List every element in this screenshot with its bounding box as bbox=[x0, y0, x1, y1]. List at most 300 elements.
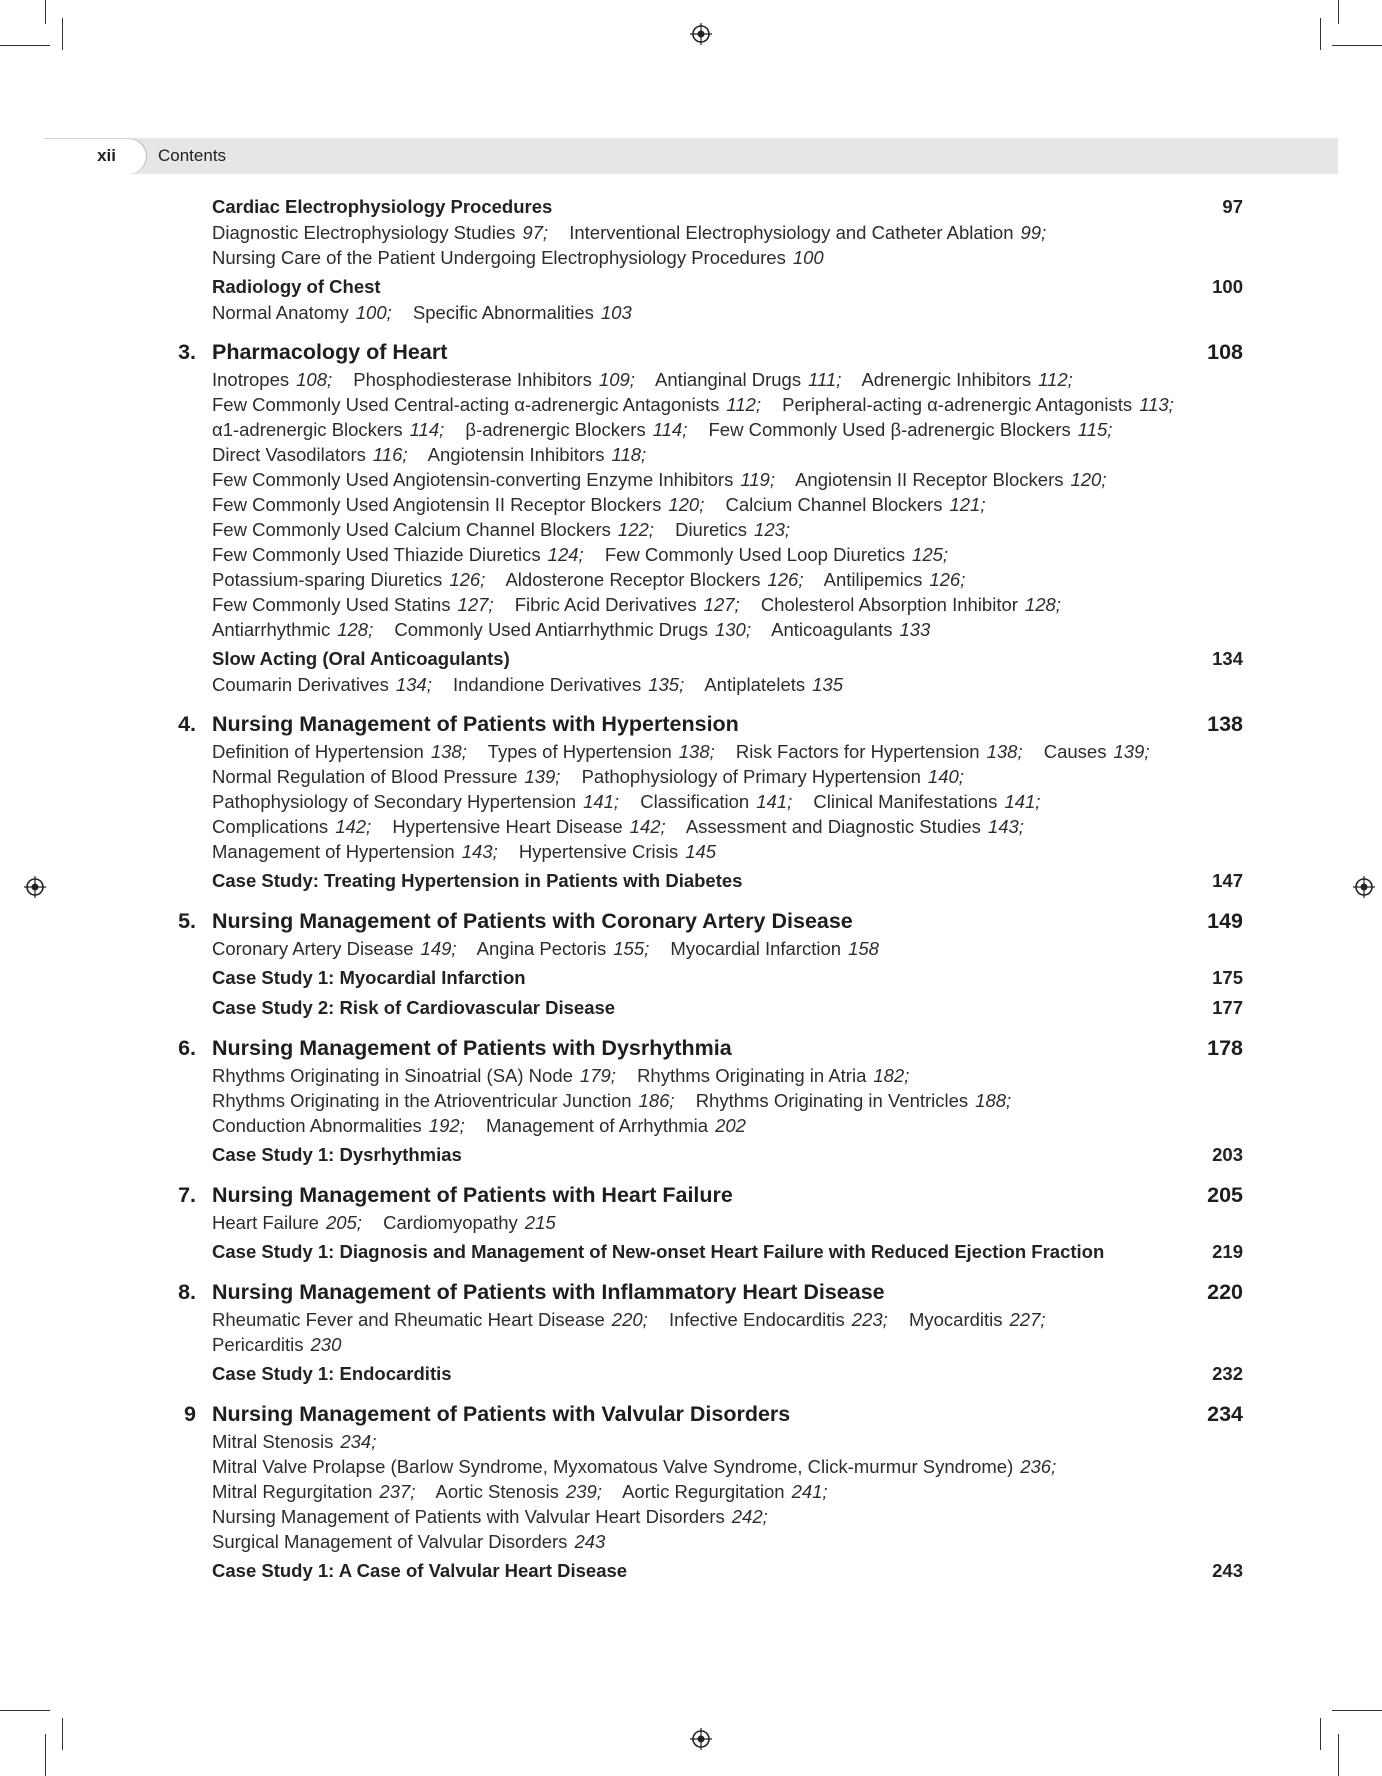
subtopic-title: Heart Failure bbox=[212, 1212, 319, 1233]
subtopic-entry bbox=[519, 841, 716, 862]
section-heading bbox=[160, 965, 1250, 991]
subtopic-title: Mitral Regurgitation bbox=[212, 1481, 373, 1502]
subtopic-page: 230 bbox=[310, 1334, 342, 1355]
subtopic-entry bbox=[655, 369, 841, 390]
subtopic-entry bbox=[622, 1481, 828, 1502]
chapter-page-number: 234 bbox=[1207, 1402, 1243, 1426]
subtopic-entry bbox=[212, 674, 432, 695]
crop-mark bbox=[0, 45, 50, 46]
subtopic-list bbox=[160, 1307, 1250, 1357]
subtopic-page: 97; bbox=[522, 222, 549, 243]
subtopic-title: Nursing Management of Patients with Valvular Heart Disorders bbox=[212, 1506, 725, 1527]
subtopic-entry bbox=[696, 1090, 1012, 1111]
section-page-number: 134 bbox=[1212, 648, 1243, 669]
subtopic-list bbox=[160, 672, 1250, 697]
subtopic-title: Direct Vasodilators bbox=[212, 444, 366, 465]
section-title: Case Study 1: Myocardial Infarction bbox=[212, 967, 526, 988]
subtopic-list bbox=[160, 1063, 1250, 1138]
subtopic-title: Antiplatelets bbox=[704, 674, 806, 695]
subtopic-title: Coronary Artery Disease bbox=[212, 938, 414, 959]
toc-section bbox=[160, 1558, 1250, 1584]
subtopic-entry bbox=[212, 569, 485, 590]
subtopic-title: Aortic Stenosis bbox=[435, 1481, 559, 1502]
subtopic-page: 192; bbox=[428, 1115, 465, 1136]
toc-section bbox=[160, 194, 1250, 270]
subtopic-title: Few Commonly Used Statins bbox=[212, 594, 451, 615]
subtopic-page: 138; bbox=[986, 741, 1023, 762]
section-title: Case Study 1: Dysrhythmias bbox=[212, 1144, 462, 1165]
subtopic-list bbox=[160, 1210, 1250, 1235]
subtopic-title: Aortic Regurgitation bbox=[622, 1481, 785, 1502]
subtopic-page: 186; bbox=[638, 1090, 675, 1111]
subtopic-page: 115; bbox=[1077, 419, 1113, 440]
subtopic-entry bbox=[212, 1090, 675, 1111]
subtopic-entry bbox=[486, 1115, 746, 1136]
crop-mark bbox=[62, 18, 63, 50]
chapter-heading bbox=[160, 1180, 1250, 1210]
chapter-heading bbox=[160, 906, 1250, 936]
subtopic-title: Rheumatic Fever and Rheumatic Heart Disease bbox=[212, 1309, 605, 1330]
section-page-number: 97 bbox=[1222, 196, 1243, 217]
section-title: Cardiac Electrophysiology Procedures bbox=[212, 196, 553, 217]
subtopic-entry bbox=[704, 674, 843, 695]
subtopic-title: Risk Factors for Hypertension bbox=[735, 741, 980, 762]
registration-mark-icon bbox=[690, 1728, 712, 1750]
subtopic-page: 143; bbox=[987, 816, 1024, 837]
subtopic-entry bbox=[212, 1481, 415, 1502]
crop-mark bbox=[1320, 18, 1321, 50]
subtopic-entry bbox=[795, 469, 1106, 490]
subtopic-entry bbox=[212, 1212, 362, 1233]
chapter-title: Nursing Management of Patients with Inflammatory Heart Disease bbox=[212, 1280, 885, 1304]
subtopic-page: 155; bbox=[613, 938, 650, 959]
subtopic-page: 108; bbox=[296, 369, 333, 390]
chapter-number: 6. bbox=[178, 1036, 196, 1060]
toc-chapter bbox=[160, 1180, 1250, 1235]
subtopic-page: 120; bbox=[668, 494, 705, 515]
subtopic-title: Rhythms Originating in Ventricles bbox=[695, 1090, 969, 1111]
subtopic-title: Rhythms Originating in Atria bbox=[637, 1065, 867, 1086]
subtopic-page: 121; bbox=[949, 494, 986, 515]
subtopic-entry bbox=[212, 1506, 768, 1527]
subtopic-page: 124; bbox=[547, 544, 584, 565]
subtopic-title: Diagnostic Electrophysiology Studies bbox=[212, 222, 516, 243]
subtopic-title: Peripheral-acting α-adrenergic Antagonists bbox=[782, 394, 1133, 415]
subtopic-page: 125; bbox=[912, 544, 949, 565]
subtopic-page: 220; bbox=[611, 1309, 648, 1330]
subtopic-page: 205; bbox=[325, 1212, 362, 1233]
chapter-title: Nursing Management of Patients with Coronary Artery Disease bbox=[212, 909, 853, 933]
subtopic-page: 179; bbox=[579, 1065, 616, 1086]
subtopic-entry bbox=[709, 419, 1113, 440]
toc-section bbox=[160, 965, 1250, 991]
subtopic-entry bbox=[488, 741, 715, 762]
subtopic-page: 143; bbox=[461, 841, 498, 862]
subtopic-title: Cholesterol Absorption Inhibitor bbox=[760, 594, 1018, 615]
subtopic-entry bbox=[212, 1309, 648, 1330]
chapter-title: Nursing Management of Patients with Dysrhythmia bbox=[212, 1036, 732, 1060]
subtopic-page: 141; bbox=[583, 791, 620, 812]
subtopic-entry bbox=[212, 594, 494, 615]
subtopic-title: Few Commonly Used Angiotensin-converting Enzyme Inhibitors bbox=[212, 469, 734, 490]
subtopic-page: 109; bbox=[598, 369, 635, 390]
subtopic-title: Few Commonly Used Loop Diuretics bbox=[604, 544, 906, 565]
subtopic-title: Surgical Management of Valvular Disorders bbox=[212, 1531, 568, 1552]
crop-mark bbox=[1320, 1718, 1321, 1750]
crop-mark bbox=[1332, 45, 1382, 46]
chapter-heading bbox=[160, 1033, 1250, 1063]
subtopic-page: 139; bbox=[1113, 741, 1150, 762]
subtopic-entry bbox=[212, 444, 408, 465]
subtopic-page: 139; bbox=[524, 766, 561, 787]
subtopic-title: Angiotensin II Receptor Blockers bbox=[795, 469, 1064, 490]
subtopic-title: Few Commonly Used Angiotensin II Receptor Blockers bbox=[212, 494, 662, 515]
subtopic-page: 100; bbox=[355, 302, 392, 323]
subtopic-page: 119; bbox=[740, 469, 775, 490]
subtopic-entry bbox=[761, 594, 1061, 615]
subtopic-page: 241; bbox=[791, 1481, 828, 1502]
subtopic-entry bbox=[212, 1334, 341, 1355]
chapter-page-number: 178 bbox=[1207, 1036, 1243, 1060]
section-heading bbox=[160, 1239, 1250, 1265]
subtopic-page: 128; bbox=[337, 619, 374, 640]
subtopic-page: 141; bbox=[1004, 791, 1041, 812]
subtopic-entry bbox=[212, 1431, 376, 1452]
subtopic-title: Calcium Channel Blockers bbox=[725, 494, 943, 515]
subtopic-entry bbox=[726, 494, 986, 515]
subtopic-entry bbox=[212, 519, 654, 540]
subtopic-title: Few Commonly Used Central-acting α-adrenergic Antagonists bbox=[212, 394, 720, 415]
subtopic-title: Interventional Electrophysiology and Catheter Ablation bbox=[569, 222, 1014, 243]
subtopic-entry bbox=[1044, 741, 1150, 762]
subtopic-title: Pathophysiology of Secondary Hypertension bbox=[212, 791, 577, 812]
subtopic-page: 140; bbox=[927, 766, 964, 787]
crop-mark bbox=[62, 1718, 63, 1750]
subtopic-page: 239; bbox=[565, 1481, 602, 1502]
subtopic-entry bbox=[909, 1309, 1046, 1330]
subtopic-list bbox=[160, 220, 1250, 270]
subtopic-entry bbox=[212, 394, 761, 415]
subtopic-title: β-adrenergic Blockers bbox=[465, 419, 646, 440]
subtopic-title: Pathophysiology of Primary Hypertension bbox=[581, 766, 921, 787]
section-title: Case Study 1: A Case of Valvular Heart Disease bbox=[212, 1560, 628, 1581]
chapter-heading bbox=[160, 337, 1250, 367]
subtopic-entry bbox=[212, 619, 373, 640]
subtopic-entry bbox=[212, 1531, 605, 1552]
toc-chapter bbox=[160, 709, 1250, 864]
toc-chapter bbox=[160, 906, 1250, 961]
subtopic-page: 126; bbox=[449, 569, 486, 590]
subtopic-page: 223; bbox=[851, 1309, 888, 1330]
subtopic-title: Hypertensive Heart Disease bbox=[392, 816, 623, 837]
section-page-number: 232 bbox=[1212, 1363, 1243, 1384]
subtopic-page: 130; bbox=[714, 619, 751, 640]
subtopic-title: Antianginal Drugs bbox=[655, 369, 802, 390]
subtopic-entry bbox=[824, 569, 966, 590]
subtopic-page: 114; bbox=[409, 419, 445, 440]
chapter-title: Nursing Management of Patients with Valvular Disorders bbox=[212, 1402, 791, 1426]
toc-chapter bbox=[160, 1277, 1250, 1357]
subtopic-page: 243 bbox=[574, 1531, 606, 1552]
subtopic-title: Inotropes bbox=[212, 369, 290, 390]
chapter-number: 5. bbox=[178, 909, 196, 933]
subtopic-page: 202 bbox=[715, 1115, 746, 1136]
subtopic-page: 118; bbox=[611, 444, 647, 465]
subtopic-page: 112; bbox=[726, 394, 761, 415]
toc-chapter bbox=[160, 1399, 1250, 1554]
subtopic-page: 188; bbox=[975, 1090, 1012, 1111]
subtopic-title: Clinical Manifestations bbox=[813, 791, 998, 812]
subtopic-page: 123; bbox=[754, 519, 791, 540]
subtopic-page: 138; bbox=[430, 741, 467, 762]
subtopic-entry bbox=[436, 1481, 602, 1502]
subtopic-entry bbox=[428, 444, 647, 465]
subtopic-title: Rhythms Originating in the Atrioventricular Junction bbox=[212, 1090, 632, 1111]
subtopic-entry bbox=[212, 938, 457, 959]
subtopic-entry bbox=[582, 766, 964, 787]
subtopic-title: Types of Hypertension bbox=[487, 741, 672, 762]
chapter-heading bbox=[160, 709, 1250, 739]
subtopic-list bbox=[160, 1429, 1250, 1554]
subtopic-title: Causes bbox=[1043, 741, 1107, 762]
subtopic-title: Angiotensin Inhibitors bbox=[427, 444, 605, 465]
subtopic-page: 111; bbox=[808, 369, 842, 390]
subtopic-entry bbox=[212, 1065, 616, 1086]
page-number: xii bbox=[97, 146, 116, 165]
section-page-number: 147 bbox=[1212, 870, 1243, 891]
subtopic-entry bbox=[515, 594, 740, 615]
subtopic-page: 133 bbox=[899, 619, 931, 640]
subtopic-title: Diuretics bbox=[675, 519, 748, 540]
subtopic-entry bbox=[861, 369, 1072, 390]
chapter-heading bbox=[160, 1399, 1250, 1429]
toc-section bbox=[160, 1142, 1250, 1168]
subtopic-title: α1-adrenergic Blockers bbox=[212, 419, 403, 440]
subtopic-title: Potassium-sparing Diuretics bbox=[212, 569, 443, 590]
subtopic-title: Management of Hypertension bbox=[212, 841, 455, 862]
chapter-page-number: 205 bbox=[1207, 1183, 1243, 1207]
subtopic-title: Myocardial Infarction bbox=[670, 938, 842, 959]
subtopic-title: Hypertensive Crisis bbox=[518, 841, 679, 862]
crop-mark bbox=[1332, 1710, 1382, 1711]
subtopic-title: Infective Endocarditis bbox=[668, 1309, 845, 1330]
subtopic-entry bbox=[669, 1309, 888, 1330]
chapter-number: 4. bbox=[178, 712, 196, 736]
toc-section bbox=[160, 995, 1250, 1021]
section-heading bbox=[160, 1361, 1250, 1387]
subtopic-page: 236; bbox=[1020, 1456, 1057, 1477]
subtopic-page: 182; bbox=[873, 1065, 910, 1086]
registration-mark-icon bbox=[1353, 876, 1375, 898]
subtopic-entry bbox=[453, 674, 684, 695]
chapter-number: 8. bbox=[178, 1280, 196, 1304]
subtopic-entry bbox=[465, 419, 687, 440]
subtopic-title: Mitral Stenosis bbox=[212, 1431, 334, 1452]
subtopic-entry bbox=[640, 791, 792, 812]
crop-mark bbox=[45, 0, 46, 24]
section-title: Slow Acting (Oral Anticoagulants) bbox=[212, 648, 510, 669]
chapter-number: 7. bbox=[178, 1183, 196, 1207]
subtopic-list bbox=[160, 367, 1250, 642]
subtopic-page: 100 bbox=[792, 247, 824, 268]
subtopic-title: Cardiomyopathy bbox=[383, 1212, 518, 1233]
subtopic-entry bbox=[675, 519, 790, 540]
subtopic-entry bbox=[637, 1065, 909, 1086]
subtopic-page: 158 bbox=[848, 938, 879, 959]
subtopic-list bbox=[160, 300, 1250, 325]
subtopic-entry bbox=[782, 394, 1174, 415]
section-heading bbox=[160, 1142, 1250, 1168]
chapter-number: 3. bbox=[178, 340, 196, 364]
subtopic-entry bbox=[212, 766, 560, 787]
subtopic-title: Specific Abnormalities bbox=[412, 302, 594, 323]
subtopic-entry bbox=[670, 938, 879, 959]
crop-mark bbox=[45, 1734, 46, 1776]
subtopic-entry bbox=[212, 791, 619, 812]
registration-mark-icon bbox=[690, 23, 712, 45]
subtopic-title: Normal Regulation of Blood Pressure bbox=[212, 766, 518, 787]
subtopic-page: 126; bbox=[929, 569, 966, 590]
subtopic-page: 242; bbox=[731, 1506, 768, 1527]
subtopic-page: 127; bbox=[457, 594, 494, 615]
subtopic-entry bbox=[212, 1115, 465, 1136]
subtopic-title: Pericarditis bbox=[212, 1334, 304, 1355]
subtopic-page: 120; bbox=[1070, 469, 1107, 490]
subtopic-title: Few Commonly Used β-adrenergic Blockers bbox=[708, 419, 1071, 440]
subtopic-page: 126; bbox=[767, 569, 804, 590]
chapter-title: Pharmacology of Heart bbox=[212, 340, 448, 364]
subtopic-title: Classification bbox=[640, 791, 750, 812]
subtopic-title: Anticoagulants bbox=[771, 619, 893, 640]
section-title: Case Study 2: Risk of Cardiovascular Disease bbox=[212, 997, 616, 1018]
section-title: Case Study 1: Endocarditis bbox=[212, 1363, 452, 1384]
subtopic-title: Complications bbox=[212, 816, 329, 837]
subtopic-entry bbox=[505, 569, 803, 590]
section-title: Radiology of Chest bbox=[212, 276, 381, 297]
subtopic-title: Rhythms Originating in Sinoatrial (SA) Node bbox=[212, 1065, 573, 1086]
chapter-title: Nursing Management of Patients with Hypertension bbox=[212, 712, 739, 736]
table-of-contents bbox=[160, 190, 1250, 1584]
subtopic-page: 122; bbox=[617, 519, 654, 540]
chapter-page-number: 220 bbox=[1207, 1280, 1243, 1304]
subtopic-entry bbox=[212, 1456, 1056, 1477]
toc-section bbox=[160, 1361, 1250, 1387]
running-header bbox=[44, 138, 1338, 174]
subtopic-page: 141; bbox=[756, 791, 793, 812]
subtopic-entry bbox=[392, 816, 665, 837]
section-heading bbox=[160, 868, 1250, 894]
section-page-number: 175 bbox=[1212, 967, 1243, 988]
subtopic-page: 145 bbox=[685, 841, 717, 862]
crop-mark bbox=[1338, 0, 1339, 24]
subtopic-title: Few Commonly Used Calcium Channel Blockers bbox=[212, 519, 611, 540]
subtopic-title: Nursing Care of the Patient Undergoing Electrophysiology Procedures bbox=[212, 247, 786, 268]
chapter-number: 9 bbox=[184, 1402, 196, 1426]
section-page-number: 177 bbox=[1212, 997, 1243, 1018]
section-title: Case Study: Treating Hypertension in Patients with Diabetes bbox=[212, 870, 743, 891]
section-heading bbox=[160, 995, 1250, 1021]
subtopic-page: 215 bbox=[524, 1212, 556, 1233]
section-title: Case Study 1: Diagnosis and Management of New-onset Heart Failure with Reduced Ejection Fraction bbox=[212, 1241, 1105, 1262]
chapter-page-number: 149 bbox=[1207, 909, 1243, 933]
subtopic-entry bbox=[353, 369, 635, 390]
chapter-page-number: 138 bbox=[1207, 712, 1243, 736]
subtopic-entry bbox=[212, 816, 371, 837]
toc-section bbox=[160, 274, 1250, 325]
subtopic-title: Myocarditis bbox=[908, 1309, 1003, 1330]
subtopic-title: Management of Arrhythmia bbox=[485, 1115, 709, 1136]
subtopic-title: Indandione Derivatives bbox=[453, 674, 642, 695]
subtopic-title: Antilipemics bbox=[823, 569, 923, 590]
subtopic-entry bbox=[477, 938, 650, 959]
subtopic-title: Assessment and Diagnostic Studies bbox=[685, 816, 981, 837]
subtopic-page: 99; bbox=[1020, 222, 1047, 243]
crop-mark bbox=[1338, 1734, 1339, 1776]
subtopic-title: Aldosterone Receptor Blockers bbox=[505, 569, 761, 590]
subtopic-entry bbox=[212, 741, 467, 762]
subtopic-entry bbox=[212, 841, 498, 862]
subtopic-page: 112; bbox=[1038, 369, 1073, 390]
subtopic-entry bbox=[605, 544, 948, 565]
subtopic-title: Few Commonly Used Thiazide Diuretics bbox=[212, 544, 541, 565]
crop-mark bbox=[0, 1710, 50, 1711]
subtopic-entry bbox=[212, 302, 392, 323]
chapter-title: Nursing Management of Patients with Heart Failure bbox=[212, 1183, 733, 1207]
subtopic-page: 149; bbox=[420, 938, 457, 959]
registration-mark-icon bbox=[24, 876, 46, 898]
subtopic-page: 128; bbox=[1024, 594, 1061, 615]
header-title: Contents bbox=[158, 146, 227, 165]
subtopic-page: 103 bbox=[600, 302, 632, 323]
subtopic-entry bbox=[212, 469, 775, 490]
subtopic-entry bbox=[686, 816, 1024, 837]
subtopic-page: 134; bbox=[395, 674, 432, 695]
subtopic-entry bbox=[813, 791, 1040, 812]
section-heading bbox=[160, 1558, 1250, 1584]
subtopic-entry bbox=[413, 302, 632, 323]
subtopic-title: Mitral Valve Prolapse (Barlow Syndrome, Myxomatous Valve Syndrome, Click-murmur Syndrome) bbox=[212, 1456, 1014, 1477]
toc-section bbox=[160, 646, 1250, 697]
subtopic-page: 234; bbox=[340, 1431, 377, 1452]
subtopic-title: Antiarrhythmic bbox=[212, 619, 331, 640]
subtopic-title: Fibric Acid Derivatives bbox=[514, 594, 697, 615]
subtopic-page: 113; bbox=[1139, 394, 1174, 415]
subtopic-page: 142; bbox=[335, 816, 372, 837]
subtopic-title: Commonly Used Antiarrhythmic Drugs bbox=[394, 619, 708, 640]
subtopic-title: Coumarin Derivatives bbox=[212, 674, 389, 695]
page-number-tab bbox=[44, 138, 146, 174]
subtopic-title: Adrenergic Inhibitors bbox=[861, 369, 1032, 390]
subtopic-title: Angina Pectoris bbox=[476, 938, 607, 959]
toc-section bbox=[160, 1239, 1250, 1265]
subtopic-entry bbox=[212, 494, 704, 515]
subtopic-entry bbox=[212, 544, 584, 565]
toc-chapter bbox=[160, 337, 1250, 642]
subtopic-page: 227; bbox=[1009, 1309, 1046, 1330]
subtopic-page: 116; bbox=[372, 444, 408, 465]
subtopic-title: Normal Anatomy bbox=[212, 302, 349, 323]
subtopic-entry bbox=[212, 247, 824, 268]
section-page-number: 219 bbox=[1212, 1241, 1243, 1262]
section-heading bbox=[160, 274, 1250, 300]
subtopic-entry bbox=[394, 619, 751, 640]
section-page-number: 203 bbox=[1212, 1144, 1243, 1165]
subtopic-entry bbox=[771, 619, 930, 640]
toc-chapter bbox=[160, 1033, 1250, 1138]
subtopic-page: 142; bbox=[629, 816, 666, 837]
section-page-number: 100 bbox=[1212, 276, 1243, 297]
chapter-page-number: 108 bbox=[1207, 340, 1243, 364]
